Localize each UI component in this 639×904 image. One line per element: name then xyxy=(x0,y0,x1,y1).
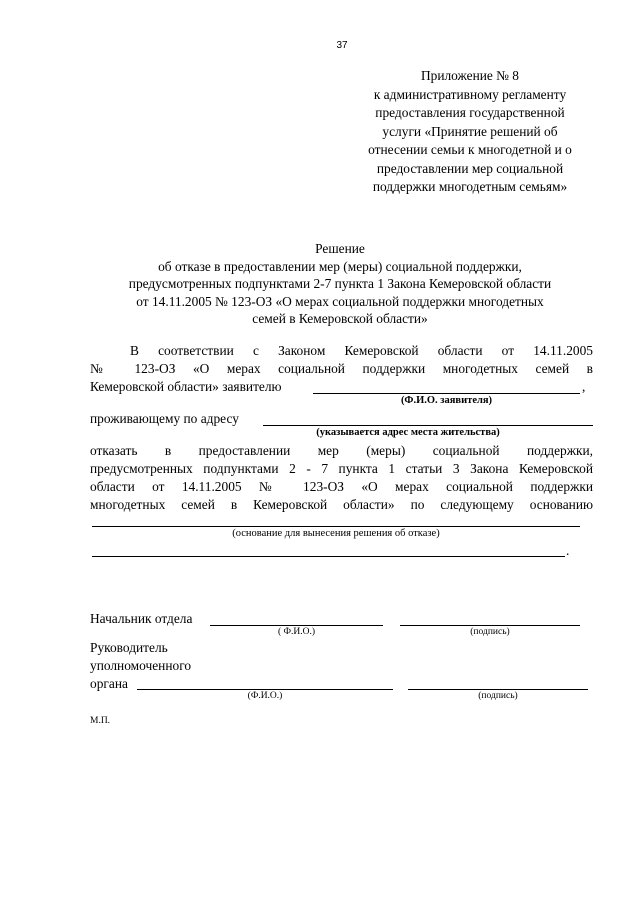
authority-signature-field[interactable] xyxy=(408,689,588,690)
appendix-line: предоставления государственной xyxy=(375,105,565,120)
body-line-2: № 123-ОЗ «О мерах социальной поддержки многодетных семей в xyxy=(90,361,593,376)
body-line-6: предусмотренных подпунктами 2 - 7 пункта 1 статьи 3 Закона Кемеровской xyxy=(90,461,593,476)
body-line-3-comma: , xyxy=(582,379,586,394)
caption-fio-1: ( Ф.И.О.) xyxy=(277,627,316,637)
title-line: семей в Кемеровской области» xyxy=(252,311,428,326)
title-heading: Решение xyxy=(315,241,365,256)
authority-label-1: Руководитель xyxy=(90,640,168,655)
caption-fio-2: (Ф.И.О.) xyxy=(247,691,283,701)
appendix-line: услуги «Принятие решений об xyxy=(382,123,558,139)
reason-field-continued[interactable] xyxy=(92,556,565,557)
title-line: предусмотренных подпунктами 2-7 пункта 1 Закона Кемеровской области xyxy=(128,276,552,291)
body-line-4: проживающему по адресу xyxy=(90,411,239,426)
body-line-5: отказать в предоставлении мер (меры) социальной поддержки, xyxy=(90,443,593,458)
body-line-1: В соответствии с Законом Кемеровской области от 14.11.2005 xyxy=(130,343,593,358)
appendix-line: к административному регламенту xyxy=(373,86,567,102)
document-title xyxy=(90,240,590,328)
appendix-line: поддержки многодетным семьям» xyxy=(372,179,568,194)
title-line: об отказе в предоставлении мер (меры) социальной поддержки, xyxy=(158,258,522,274)
body-line-3-text: Кемеровской области» заявителю xyxy=(90,379,282,394)
appendix-line: отнесении семьи к многодетной и о xyxy=(368,142,572,157)
caption-address: (указывается адрес места жительства) xyxy=(316,427,500,438)
address-field[interactable] xyxy=(263,425,593,426)
authority-label-3: органа xyxy=(90,676,128,691)
head-of-department-label: Начальник отдела xyxy=(90,611,193,626)
body-line-3 xyxy=(90,379,282,395)
page-number: 37 xyxy=(336,40,348,51)
head-fio-field[interactable] xyxy=(210,625,383,626)
seal-label: М.П. xyxy=(90,716,111,726)
title-line: от 14.11.2005 № 123-ОЗ «О мерах социальной поддержки многодетных xyxy=(136,293,544,309)
caption-applicant: (Ф.И.О. заявителя) xyxy=(400,395,493,406)
caption-signature-2: (подпись) xyxy=(478,691,518,701)
appendix-line: Приложение № 8 xyxy=(420,68,520,83)
caption-reason: (основание для вынесения решения об отказе) xyxy=(232,528,440,539)
authority-label-2: уполномоченного xyxy=(90,658,192,673)
caption-signature-1: (подпись) xyxy=(470,627,510,637)
body-line-8: многодетных семей в Кемеровской области» по следующему основанию xyxy=(90,497,593,512)
body-line-7: области от 14.11.2005 № 123-ОЗ «О мерах социальной поддержки xyxy=(90,479,593,494)
applicant-name-field[interactable] xyxy=(313,393,580,394)
appendix-line: предоставлении мер социальной xyxy=(376,160,564,176)
appendix-header xyxy=(345,67,595,197)
head-signature-field[interactable] xyxy=(400,625,580,626)
reason-field[interactable] xyxy=(92,526,580,527)
authority-fio-field[interactable] xyxy=(137,689,393,690)
body-line-end: . xyxy=(566,543,570,558)
